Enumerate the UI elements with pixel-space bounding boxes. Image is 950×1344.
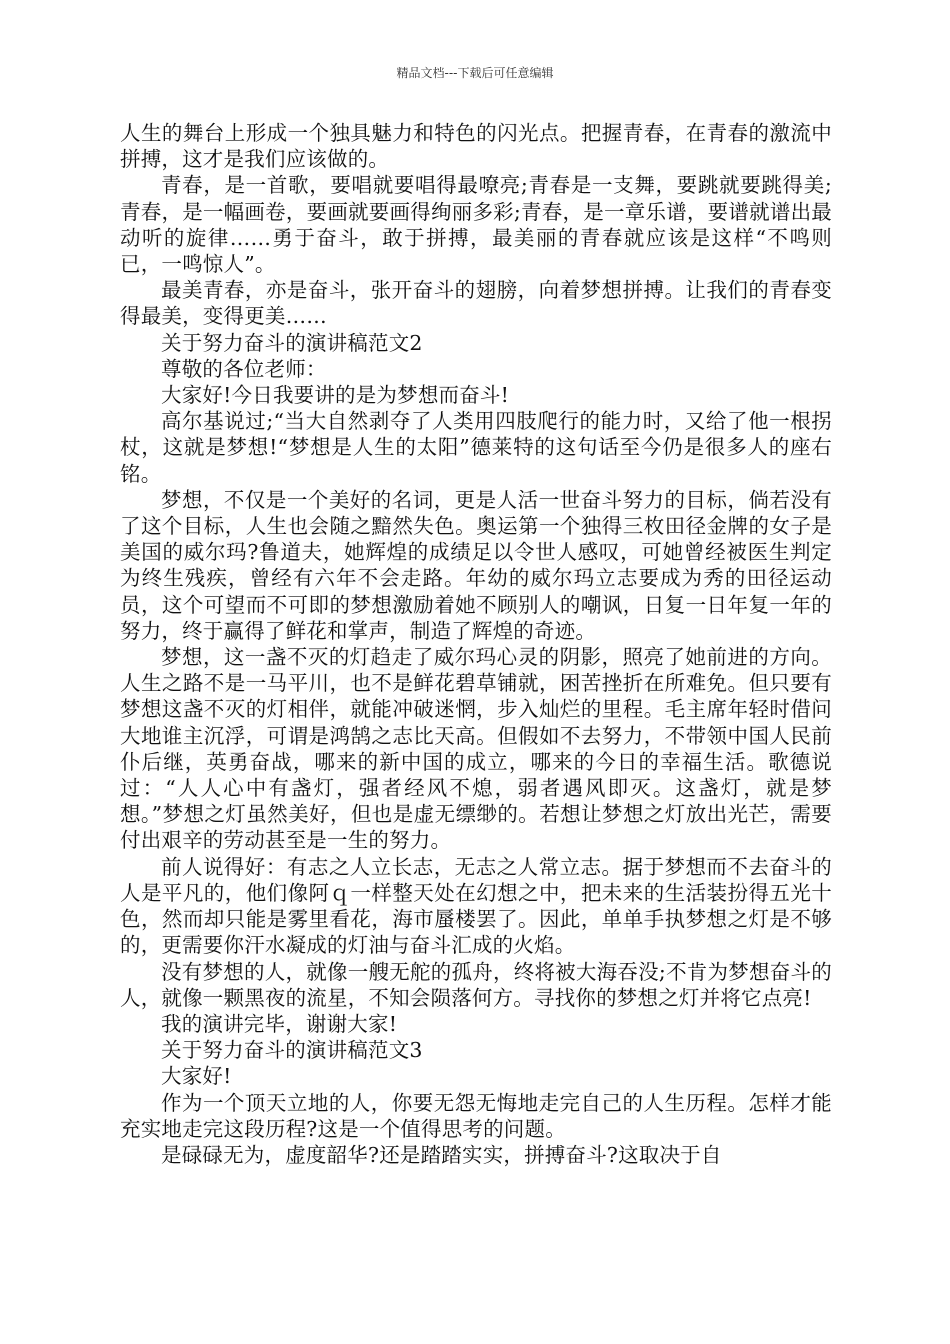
greeting: 大家好!今日我要讲的是为梦想而奋斗! [161, 383, 510, 408]
salutation: 尊敬的各位老师： [161, 356, 327, 381]
section-heading: 关于努力奋斗的演讲稿范文3 [161, 1038, 423, 1063]
document-body [120, 120, 832, 1168]
page-header: 精品文档---下载后可任意编辑 [396, 66, 554, 80]
greeting: 大家好! [161, 1064, 232, 1089]
paragraph: 梦想，这一盏不灭的灯趋走了威尔玛心灵的阴影，照亮了她前进的方向。人生之路不是一马平川，也不是鲜花碧草铺就，困苦挫折在所难免。但只要有梦想这盏不灭的灯相伴，就能冲破迷惘，步入灿烂的里程。毛主席年轻时借问大地谁主沉浮，可谓是鸿鹄之志比天高。但假如不去努力，不带领中国人民前仆后继，英勇奋战，哪来的新中国的成立，哪来的今日的幸福生活。歌德说过：“人人心中有盏灯，强者经风不熄，弱者遇风即灭。这盏灯，就是梦想。”梦想之灯虽然美好，但也是虚无缥缈的。若想让梦想之灯放出光芒，需要付出艰辛的劳动甚至是一生的努力。 [120, 645, 832, 853]
paragraph: 没有梦想的人，就像一艘无舵的孤舟，终将被大海吞没;不肯为梦想奋斗的人，就像一颗黑夜的流星，不知会陨落何方。寻找你的梦想之灯并将它点亮! [120, 959, 832, 1010]
paragraph: 前人说得好：有志之人立长志，无志之人常立志。据于梦想而不去奋斗的人是平凡的，他们像阿ｑ一样整天处在幻想之中，把未来的生活装扮得五光十色，然而却只能是雾里看花，海市蜃楼罢了。因此，单单手执梦想之灯是不够的，更需要你汗水凝成的灯油与奋斗汇成的火焰。 [120, 854, 832, 958]
paragraph: 青春，是一首歌，要唱就要唱得最嘹亮;青春是一支舞，要跳就要跳得美;青春，是一幅画卷，要画就要画得绚丽多彩;青春，是一章乐谱，要谱就谱出最动听的旋律……勇于奋斗，敢于拼搏，最美丽的青春就应该是这样“不鸣则已，一鸣惊人”。 [120, 173, 832, 277]
paragraph: 高尔基说过;“当大自然剥夺了人类用四肢爬行的能力时，又给了他一根拐杖，这就是梦想!“梦想是人生的太阳”德莱特的这句话至今仍是很多人的座右铭。 [120, 409, 832, 486]
paragraph: 是碌碌无为，虚度韶华?还是踏踏实实，拼搏奋斗?这取决于自 [161, 1142, 722, 1167]
paragraph: 作为一个顶天立地的人，你要无怨无悔地走完自己的人生历程。怎样才能充实地走完这段历程?这是一个值得思考的问题。 [120, 1090, 832, 1141]
paragraph: 梦想，不仅是一个美好的名词，更是人活一世奋斗努力的目标，倘若没有了这个目标，人生也会随之黯然失色。奥运第一个独得三枚田径金牌的女子是美国的威尔玛?鲁道夫，她辉煌的成绩足以令世人感叹，可她曾经被医生判定为终生残疾，曾经有六年不会走路。年幼的威尔玛立志要成为秀的田径运动员，这个可望而不可即的梦想激励着她不顾别人的嘲讽，日复一日年复一年的努力，终于赢得了鲜花和掌声，制造了辉煌的奇迹。 [120, 487, 832, 643]
paragraph: 人生的舞台上形成一个独具魅力和特色的闪光点。把握青春，在青春的激流中拼搏，这才是我们应该做的。 [120, 121, 832, 172]
paragraph: 最美青春，亦是奋斗，张开奋斗的翅膀，向着梦想拼搏。让我们的青春变得最美，变得更美…… [120, 278, 832, 329]
closing-line: 我的演讲完毕，谢谢大家! [161, 1011, 398, 1036]
section-heading: 关于努力奋斗的演讲稿范文2 [161, 330, 423, 355]
